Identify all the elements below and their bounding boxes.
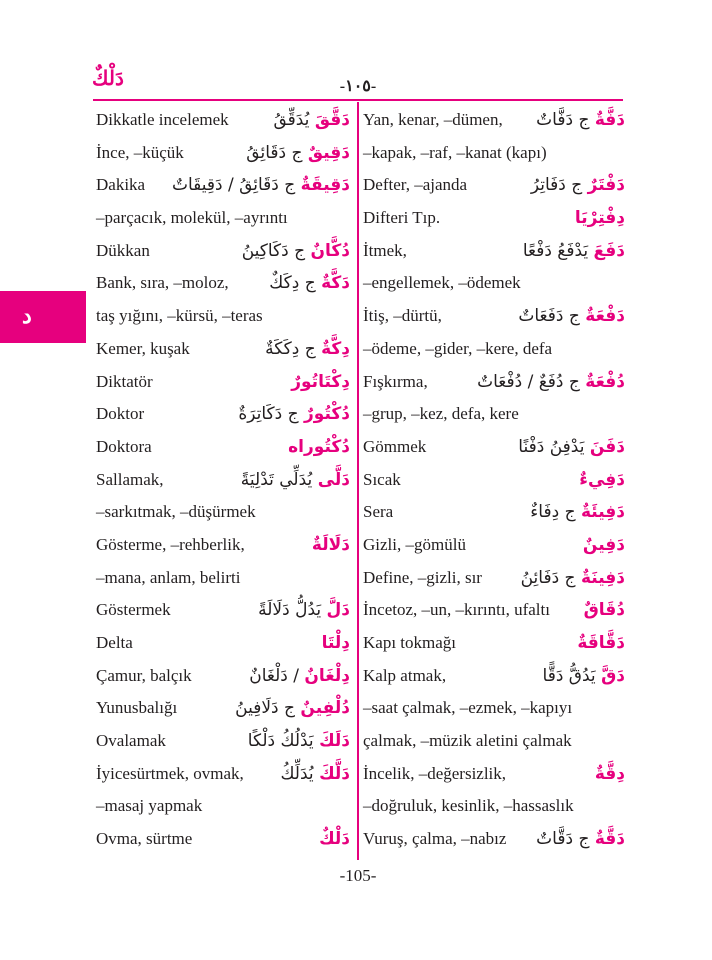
- turkish-definition: –kapak, –raf, –kanat (kapı): [363, 142, 547, 162]
- arabic-headword: دُقَاقٌ: [583, 600, 625, 621]
- arabic-entry: [536, 823, 625, 856]
- arabic-entry: [518, 300, 625, 333]
- arabic-headword: دَقِيقٌ: [307, 142, 350, 163]
- arabic-entry: [241, 464, 350, 497]
- arabic-headword: دُكْتُورٌ: [304, 404, 350, 425]
- arabic-headword: دَفِينَةٌ: [580, 567, 625, 588]
- arabic-grammar-forms: ج دَقَائِقُ / دَقِيقَاتٌ: [171, 175, 296, 196]
- dictionary-entry: [363, 137, 625, 170]
- arabic-headword: دَلَالَةٌ: [311, 534, 350, 555]
- turkish-definition: Difteri Tıp.: [363, 208, 441, 228]
- turkish-definition: Dikkatle incelemek: [96, 110, 229, 129]
- arabic-headword: دَقَّقَ: [314, 110, 350, 130]
- arabic-entry: [583, 529, 625, 562]
- dictionary-entry: [363, 627, 625, 660]
- arabic-entry: [536, 104, 625, 137]
- arabic-headword: دَقِيقَةٌ: [300, 175, 350, 196]
- dictionary-entry: [96, 366, 350, 399]
- dictionary-entry: [363, 725, 625, 758]
- turkish-definition: Yunusbalığı: [96, 698, 178, 718]
- arabic-headword: دَفَعَ: [593, 240, 625, 261]
- arabic-headword: دُفْعَةٌ: [585, 371, 625, 392]
- turkish-definition: –engellemek, –ödemek: [363, 273, 521, 293]
- arabic-grammar-forms: ج دَكَاكِينُ: [241, 240, 306, 261]
- turkish-definition: –masaj yapmak: [96, 796, 203, 816]
- dictionary-entry: [363, 169, 625, 202]
- arabic-headword: دَكَّةٌ: [321, 273, 350, 294]
- dictionary-entry: [363, 758, 625, 791]
- dictionary-entry: [96, 235, 350, 268]
- arabic-grammar-forms: ج دُفَعٌ / دُفْعَاتٌ: [477, 371, 580, 392]
- running-head-arabic: دَلْكٌ: [92, 68, 124, 90]
- arabic-entry: [265, 333, 350, 366]
- dictionary-entry: [96, 300, 350, 333]
- arabic-grammar-forms: يَدُقُّ دَقًّا: [542, 665, 596, 686]
- arabic-entry: [248, 725, 350, 758]
- arabic-entry: [235, 692, 350, 725]
- arabic-headword: دِكْتَاتُورٌ: [291, 371, 350, 392]
- arabic-grammar-forms: ج دَفَائِنُ: [520, 567, 576, 588]
- arabic-grammar-forms: ج دِكَكَةٌ: [265, 338, 316, 359]
- arabic-grammar-forms: ج دَكَاتِرَةٌ: [238, 404, 299, 425]
- arabic-headword: دَلْكٌ: [319, 829, 350, 850]
- left-column: [96, 104, 350, 856]
- arabic-grammar-forms: ج دَقَّاتٌ: [536, 829, 590, 850]
- arabic-entry: [595, 758, 625, 791]
- dictionary-entry: [363, 366, 625, 399]
- dictionary-entry: [96, 464, 350, 497]
- arabic-headword: دَفْعَةٌ: [585, 306, 625, 327]
- arabic-entry: [249, 660, 350, 693]
- arabic-entry: [319, 823, 350, 856]
- turkish-definition: Kalp atmak,: [363, 665, 447, 685]
- arabic-headword: دُكَّانٌ: [310, 240, 350, 261]
- dictionary-entry: [363, 267, 625, 300]
- turkish-definition: Diktatör: [96, 371, 153, 391]
- turkish-definition: Fışkırma,: [363, 371, 428, 391]
- turkish-definition: taş yığını, –kürsü, –teras: [96, 306, 263, 326]
- arabic-entry: [238, 398, 350, 431]
- dictionary-entry: [96, 725, 350, 758]
- arabic-entry: [312, 529, 350, 562]
- arabic-headword: دَفِيءٌ: [579, 469, 625, 490]
- dictionary-entry: [96, 398, 350, 431]
- arabic-grammar-forms: يُدَلِّي تَدْلِيَةً: [240, 469, 313, 490]
- turkish-definition: Gösterme, –rehberlik,: [96, 534, 245, 554]
- dictionary-entry: [363, 496, 625, 529]
- arabic-entry: [477, 366, 625, 399]
- arabic-grammar-forms: ج دَفَعَاتٌ: [518, 306, 580, 327]
- arabic-grammar-forms: يَدُلُّ دَلَالَةً: [258, 600, 322, 621]
- arabic-grammar-forms: ج دِفَاءٌ: [530, 502, 576, 523]
- turkish-definition: çalmak, –müzik aletini çalmak: [363, 731, 572, 751]
- arabic-headword: دَفَنَ: [589, 436, 625, 457]
- arabic-entry: [269, 267, 350, 300]
- turkish-definition: Delta: [96, 633, 133, 652]
- turkish-definition: Sallamak,: [96, 469, 164, 489]
- right-column: [363, 104, 625, 856]
- arabic-entry: [518, 431, 625, 464]
- arabic-entry: [577, 627, 625, 660]
- turkish-definition: –sarkıtmak, –düşürmek: [96, 502, 256, 522]
- dictionary-entry: [96, 169, 350, 202]
- dictionary-entry: [96, 202, 350, 235]
- arabic-grammar-forms: يَدْفِنُ دَفْنًا: [518, 436, 585, 457]
- arabic-headword: دِفْتِرْيَا: [574, 208, 625, 229]
- arabic-headword: دُكْتُوراه: [288, 436, 350, 457]
- dictionary-entry: [96, 692, 350, 725]
- arabic-entry: [531, 169, 625, 202]
- arabic-grammar-forms: يَدْلُكُ دَلْكًا: [247, 731, 314, 752]
- turkish-definition: Kemer, kuşak: [96, 338, 190, 358]
- turkish-definition: –doğruluk, kesinlik, –hassaslık: [363, 796, 574, 816]
- arabic-headword: دَلَّ: [326, 600, 350, 621]
- turkish-definition: –mana, anlam, belirti: [96, 567, 241, 587]
- turkish-definition: Vuruş, çalma, –nabız: [363, 829, 507, 849]
- turkish-definition: Doktor: [96, 404, 145, 424]
- dictionary-entry: [363, 692, 625, 725]
- dictionary-entry: [96, 562, 350, 595]
- dictionary-entry: [96, 790, 350, 823]
- dictionary-entry: [363, 333, 625, 366]
- turkish-definition: İncelik, –değersizlik,: [363, 763, 507, 783]
- arabic-entry: [575, 202, 625, 235]
- turkish-definition: Gömmek: [363, 436, 427, 456]
- turkish-definition: Ovalamak: [96, 731, 166, 751]
- page-number-top: -١٠٥-: [339, 78, 377, 95]
- dictionary-entry: [96, 137, 350, 170]
- arabic-grammar-forms: يُدَلِّكُ: [280, 763, 314, 784]
- turkish-definition: İtmek,: [363, 240, 407, 260]
- arabic-grammar-forms: ج دَفَاتِرُ: [530, 175, 583, 196]
- turkish-definition: Define, –gizli, sır: [363, 567, 482, 587]
- dictionary-entry: [96, 333, 350, 366]
- arabic-entry: [288, 431, 350, 464]
- arabic-entry: [242, 235, 350, 268]
- header-rule: [93, 99, 623, 101]
- arabic-headword: دِكَّةٌ: [321, 338, 350, 359]
- dictionary-entry: [363, 398, 625, 431]
- arabic-headword: دَقَّاقَةٌ: [577, 633, 625, 653]
- arabic-headword: دَقَّ: [601, 665, 625, 686]
- turkish-definition: Ovma, sürtme: [96, 829, 193, 849]
- thumb-index-letter: د: [22, 303, 32, 328]
- turkish-definition: Doktora: [96, 436, 152, 456]
- turkish-definition: Bank, sıra, –moloz,: [96, 273, 229, 293]
- dictionary-entry: [363, 660, 625, 693]
- arabic-entry: [280, 758, 350, 791]
- arabic-entry: [530, 496, 625, 529]
- turkish-definition: Defter, –ajanda: [363, 175, 468, 195]
- arabic-grammar-forms: ج دَفَّاتٌ: [536, 110, 590, 130]
- arabic-entry: [579, 464, 625, 497]
- dictionary-entry: [363, 823, 625, 856]
- arabic-headword: دَفِينٌ: [582, 534, 625, 555]
- turkish-definition: Çamur, balçık: [96, 665, 192, 685]
- arabic-headword: دَفَّةٌ: [594, 110, 625, 130]
- arabic-grammar-forms: ج دَلَافِينُ: [235, 698, 295, 719]
- arabic-entry: [523, 235, 625, 268]
- arabic-headword: دَلَّكَ: [319, 763, 350, 784]
- turkish-definition: İtiş, –dürtü,: [363, 306, 442, 326]
- turkish-definition: Göstermek: [96, 600, 171, 620]
- dictionary-entry: [96, 104, 350, 137]
- turkish-definition: –grup, –kez, defa, kere: [363, 404, 519, 424]
- arabic-entry: [246, 137, 350, 170]
- arabic-headword: دُلْفِينٌ: [300, 698, 350, 719]
- dictionary-entry: [363, 431, 625, 464]
- arabic-entry: [172, 169, 350, 202]
- arabic-grammar-forms: ج دِكَكٌ: [269, 273, 316, 294]
- dictionary-entry: [363, 235, 625, 268]
- dictionary-entry: [363, 562, 625, 595]
- dictionary-entry: [96, 267, 350, 300]
- arabic-headword: دَلَكَ: [319, 731, 350, 752]
- arabic-entry: [543, 660, 625, 693]
- dictionary-entry: [96, 660, 350, 693]
- turkish-definition: –ödeme, –gider, –kere, defa: [363, 338, 553, 358]
- arabic-grammar-forms: / دَلْغَانٌ: [249, 665, 299, 686]
- arabic-entry: [521, 562, 625, 595]
- dictionary-entry: [363, 464, 625, 497]
- turkish-definition: İyicesürtmek, ovmak,: [96, 763, 244, 783]
- arabic-entry: [273, 104, 350, 137]
- turkish-definition: –parçacık, molekül, –ayrıntı: [96, 208, 288, 228]
- page-number-bottom: -105-: [339, 866, 377, 885]
- dictionary-entry: [96, 431, 350, 464]
- turkish-definition: Sıcak: [363, 469, 401, 489]
- arabic-headword: دِلْغَانٌ: [304, 665, 350, 686]
- arabic-headword: دَفِيئَةٌ: [580, 502, 625, 523]
- dictionary-entry: [363, 104, 625, 137]
- dictionary-entry: [363, 529, 625, 562]
- turkish-definition: İncetoz, –un, –kırıntı, ufaltı: [363, 600, 550, 620]
- arabic-headword: دِلْتَا: [321, 633, 350, 653]
- dictionary-entry: [363, 300, 625, 333]
- arabic-entry: [584, 594, 625, 627]
- arabic-entry: [291, 366, 350, 399]
- thumb-index-tab: [0, 291, 86, 343]
- dictionary-entry: [96, 529, 350, 562]
- turkish-definition: Gizli, –gömülü: [363, 534, 466, 554]
- arabic-headword: دَقَّةٌ: [594, 829, 625, 850]
- turkish-definition: Dakika: [96, 175, 146, 195]
- dictionary-entry: [96, 594, 350, 627]
- turkish-definition: Dükkan: [96, 240, 150, 260]
- dictionary-entry: [363, 202, 625, 235]
- turkish-definition: –saat çalmak, –ezmek, –kapıyı: [363, 698, 573, 718]
- arabic-grammar-forms: ج دَقَائِقُ: [246, 142, 303, 163]
- dictionary-entry: [363, 790, 625, 823]
- column-divider: [357, 102, 359, 860]
- turkish-definition: Kapı tokmağı: [363, 633, 457, 652]
- dictionary-entry: [363, 594, 625, 627]
- dictionary-entry: [96, 627, 350, 660]
- arabic-headword: دِقَّةٌ: [594, 763, 625, 784]
- arabic-grammar-forms: يَدْفَعُ دَفْعًا: [522, 240, 589, 261]
- turkish-definition: Yan, kenar, –dümen,: [363, 110, 503, 129]
- arabic-grammar-forms: يُدَقِّقُ: [273, 110, 310, 130]
- arabic-entry: [322, 627, 350, 660]
- arabic-entry: [258, 594, 350, 627]
- turkish-definition: Sera: [363, 502, 394, 522]
- arabic-headword: دَفْتَرٌ: [587, 175, 625, 196]
- dictionary-entry: [96, 823, 350, 856]
- arabic-headword: دَلَّى: [317, 469, 350, 490]
- turkish-definition: İnce, –küçük: [96, 142, 184, 162]
- dictionary-entry: [96, 496, 350, 529]
- dictionary-entry: [96, 758, 350, 791]
